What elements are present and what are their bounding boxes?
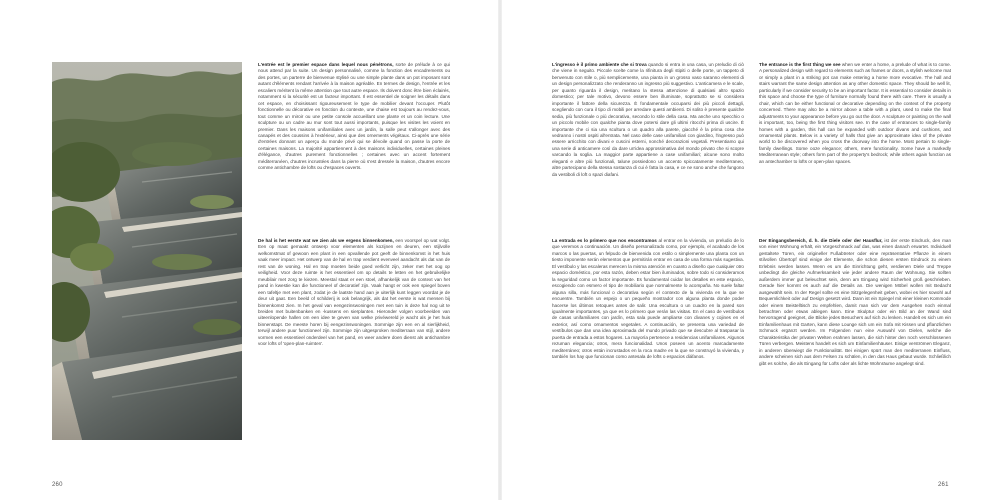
text-column-italian <box>552 62 744 222</box>
lead-phrase-english: The entrance is the first thing we see <box>759 62 841 67</box>
text-column-english <box>759 62 951 224</box>
lead-phrase-german: Der Eingangsbereich, d. h. die Diele oder der Hausflur, <box>759 238 883 243</box>
body-text-french: sorte de prélude à ce qui nous attend par la suite. Un design personnalisé, comme la fonction des encadrements ou des portes, un parterre de bienvenue stylisé ou une simple plante dans un pot imposant sont autant d'éléments rendant l'arrivée à la maison agréable. En termes de design, l'entrée et les escaliers méritent la même attention que tout autre espace. Ils doivent donc être bien éclairés, notamment si la sécurité est un facteur important. Il est essentiel de soigner les détails dans cet espace, en choisissant rigoureusement le type de mobilier devant l'occuper. Plutôt fonctionnelle ou décorative en fonction du contexte, une chaise est toujours au rendez-vous, tout comme un miroir ou une petite console accueillant une plante et un coin lecture. Une sculpture ou un cadre au mur sont tout aussi importants, puisque les visites les voient en premier. Dans les maisons unifamiliales avec un jardin, la salle peut s'allonger avec des canapés et des coussins à l'extérieur, ainsi que des ornements végétaux. Ci-après une série d'entrées donnant un aperçu du monde privé qui se dévoile quand on passe la porte de certaines maisons. La majorité appartiennent à des maisons individuelles, certaines pleines d'élégance, d'autres purement fonctionnelles ; certaines avec un accent fortement méditerranéen, d'autres incrustées dans la pierre où s'est dressée la maison, d'autres encore comme antichambre de lofts ou d'espaces ouverts. <box>258 62 450 171</box>
body-text-german: ist der erste Eindruck, den man von einer Wohnung erhält, ein Vorgeschmack auf das, was einen danach erwartet. Individuell gestaltete Türen, ein origineller Fußabtreter oder eine repräsentative Pflanze in einem stilvollen Übertopf sind einige der Elemente, die schon diesen ersten Eindruck zu einem Erlebnis werden lassen. Wenn es um die Einrichtung geht, verdienen Diele und Treppe unbedingt die gleiche Aufmerksamkeit wie jeder andere Raum der Wohnung. Sie sollten außerdem immer gut beleuchtet sein, denn am Eingang wird Sicherheit groß geschrieben. Gerade hier kommt es auch auf die Details an. Die wenigen Möbel wollen mit Bedacht ausgewählt sein. In der Regel sollte es eine Sitzgelegenheit geben, wobei es hier sowohl auf Bequemlichkeit oder auf Design gesetzt wird. Dann ist ein Spiegel mit einer kleinen Kommode oder einem Beistelltisch zu empfehlen, damit man sich vor dem Ausgehen noch einmal betrachten oder etwas ablegen kann. Eine Skulptur oder ein Bild an der Wand sind hervorragend geeignet, die Blicke jedes Besuchers auf sich zu lenken. Handelt es sich um ein Einfamilienhaus mit Garten, kann diese Lounge sich um ein Sofa mit Kissen und pflanzlichen Schmuck ergänzt werden. Im Folgenden nun eine Auswahl von Dielen, welche die Charakteristika der privaten Welten erahnen lassen, die sich hinter den noch verschlossenen Türen verbergen. Meistens handelt es sich um Einfamilienhäuser. Einige verströmen Eleganz, in anderen überwiegt die Funktionalität. Bei einigen spürt man den mediterranen Einfluss, andere scheinen sich aus dem Felsen zu schälen, in den das Haus gebaut wurde. Schließlich gibt es solche, die als Eingang für Lofts oder als lichte Wohnräume angelegt sind. <box>759 238 951 366</box>
body-text-english: when we enter a home, a prelude of what is to come. A personalized design with regard to elements such as frames or doors, a stylish welcome mat or simply a plant in a striking pot can make entering a home more evocative. The hall and stairs warrant the same design attention as any other domestic space. They should be well lit, particularly if we consider security to be an important factor. It is essential to consider details in this space and choose the type of furniture normally found there with care. There is usually a chair, which can be either functional or decorative depending on the context of the property concerned. There may also be a mirror above a table with a plant, used to make the final adjustments to your appearance before you go out the door. A sculpture or painting on the wall is important, too, being the first thing visitors see. In the case of entrances to single-family homes with a garden, this hall can be expanded with outdoor divans and cushions, and ornamental plants. Below is a variety of halls that give an approximate idea of the private world to be discovered when you cross the doorway into the home. Most pertain to single-family dwellings. Some ooze elegance; others, mere functionality. Some have a markedly Mediterranean style; others form part of the property's bedrock; while others again function as an antechamber to lofts or open-plan spaces. <box>759 62 951 164</box>
water-garden-photo <box>52 62 242 440</box>
text-column-spanish <box>552 238 744 428</box>
lead-phrase-spanish: La entrada es lo primero que nos encontramos <box>552 238 657 243</box>
lead-phrase-dutch: De hal is het eerste wat we zien als we ergens binnenkomen, <box>258 238 394 243</box>
page-gutter <box>498 0 502 500</box>
lead-phrase-french: L'entrée est le premier espace dans lequel nous pénétrons, <box>258 62 394 67</box>
text-column-german <box>759 238 951 428</box>
paragraph-english <box>759 62 951 165</box>
body-text-dutch: een voorspel op wat volgt. Een op maat gemaakt ontwerp voor elementen als kozijnen en deuren, een stijlvolle welkomstmat of gewoon een plant in een opvallende pot geeft de binnenkomst in het huis vaak meer impact. Het ontwerp van de hal en trap verdient evenveel aandacht als dat van de rest van de woning. Hal en trap moeten beide goed verlicht zijn, zeker met het oog op veiligheid. Voor deze ruimte is het essentieel om op details te letten en het gebruikelijke meubilair met zorg te kiezen. Meestal staat er een stoel, afhankelijk van de context van het pand in kwestie kan die functioneel of decoratief zijn. Vaak hangt er ook een spiegel boven een tafeltje met een plant, zodat je de laatste hand aan je uiterlijk kunt leggen voordat je de deur uit gaat. Een beeld of schilderij is ook belangrijk, als dat het eerste is wat mensen bij binnenkomst zien. In het geval van eengezinswoningen met een tuin is deze hal nog uit te breiden met buitenbanken en -kussens en sierplanten. Hieronder volgen voorbeelden van uiteenlopende hallen om een idee te geven van welke privéwereld je wacht als je het huis binnenstapt. De meeste horen bij eengezinswoningen. Sommige zijn een en al sierlijkheid, terwijl andere puur functioneel zijn. Sommige zijn uitgesproken mediterraan van stijl, andere vormen een essentieel onderdeel van het pand, en weer andere doen dienst als antichambre voor lofts of 'open-plan-ruimten'. <box>258 238 450 347</box>
paragraph-italian <box>552 62 744 178</box>
text-column-french <box>258 62 450 222</box>
text-column-dutch <box>258 238 450 400</box>
page-number-left: 260 <box>52 482 63 488</box>
page-number-right: 261 <box>938 482 949 488</box>
body-text-spanish: al entrar en la vivienda, un preludio de lo que veremos a continuación. Un diseño personalizado como, por ejemplo, el acabado de los marcos o las puertas, un felpudo de bienvenida con estilo o simplemente una planta con un tiesto imponente serán elementos que permitirán entrar en casa de una forma más sugestiva. El vestíbulo y las escaleras merecen la misma atención en cuanto a diseño que cualquier otro espacio doméstico, por esta razón, deben estar bien iluminados, sobre todo si consideramos la seguridad como un factor importante. Es fundamental cuidar los detalles en este espacio, escogiendo con esmero el tipo de mobiliario que normalmente lo acompaña. No suele faltar alguna silla, más funcional o decorativa según el contexto de la vivienda en la que se encuentre. También un espejo o un pequeño mostrador con alguna planta donde poder hacerse los últimos retoques antes de salir. Una escultura o un cuadro en la pared son igualmente importantes, ya que es lo primero que verán las visitas. En el caso de vestíbulos de casas unifamiliares con jardín, esta sala puede ampliarse con divanes y cojines en el exterior, así como ornamentos vegetales. A continuación, se presenta una variedad de vestíbulos que dan una idea aproximada del mundo privado que se descubre al traspasar la puerta de entrada a estos hogares. La mayoría pertenece a residencias unifamiliares. Algunos rezuman elegancia; otros, mera funcionalidad. Unos poseen un acento marcadamente mediterráneo; otros están incrustados en la roca madre en la que se construyó la vivienda, y también los hay que funcionan como antesala de lofts o espacios diáfanos. <box>552 238 744 360</box>
paragraph-german <box>759 238 951 367</box>
paragraph-french <box>258 62 450 172</box>
water-garden-photo-icon <box>52 62 242 440</box>
paragraph-spanish <box>552 238 744 361</box>
paragraph-dutch <box>258 238 450 348</box>
lead-phrase-italian: L'ingresso è il primo ambiente che si trova <box>552 62 647 67</box>
body-text-italian: quando si entra in una casa, un preludio di ciò che viene in seguito. Piccole scelte come la rifinitura degli stipiti o delle porte, un tappeto di benvenuto con stile o, più semplicemente, una pianta in un grosso vaso saranno elementi di un design personalizzato che renderanno un ingresso più suggestivo. L'anticamera e le scale, per quanto riguarda il design, meritano la stessa attenzione di qualsiasi altro spazio domestico; per tale motivo, devono essere ben illuminate, soprattutto se si considera importante il fattore della sicurezza. È fondamentale occuparsi dei più piccoli dettagli, scegliendo con cura il tipo di mobili per arredare questi ambienti. Di solito è presente qualche sedia, più funzionale o più decorativa, secondo lo stile della casa. Ma anche uno specchio o un piccolo mobile con qualche pianta dove potersi dare gli ultimi ritocchi prima di uscire. È importante che ci sia una scultura o un quadro alla parete, giacché è la prima cosa che vedranno i nostri ospiti all'entrata. Nel caso delle case unifamiliari con giardino, l'ingresso può essere arricchito con divani e cuscini esterni, nonché decorazioni vegetali. Presentiamo qui una serie di anticamere così da dare un'idea approssimativa del mondo privato che si scopre varcando la soglia. La maggior parte appartiene a case unifamiliari; alcune sono molto eleganti e altre più funzionali, talune possiedono un accento spiccatamente mediterraneo, altre partecipano della stessa sostanza di cui è fatta la casa, e ce ne sono anche che fungono da vestiboli di loft o spazi diafani. <box>552 62 744 177</box>
